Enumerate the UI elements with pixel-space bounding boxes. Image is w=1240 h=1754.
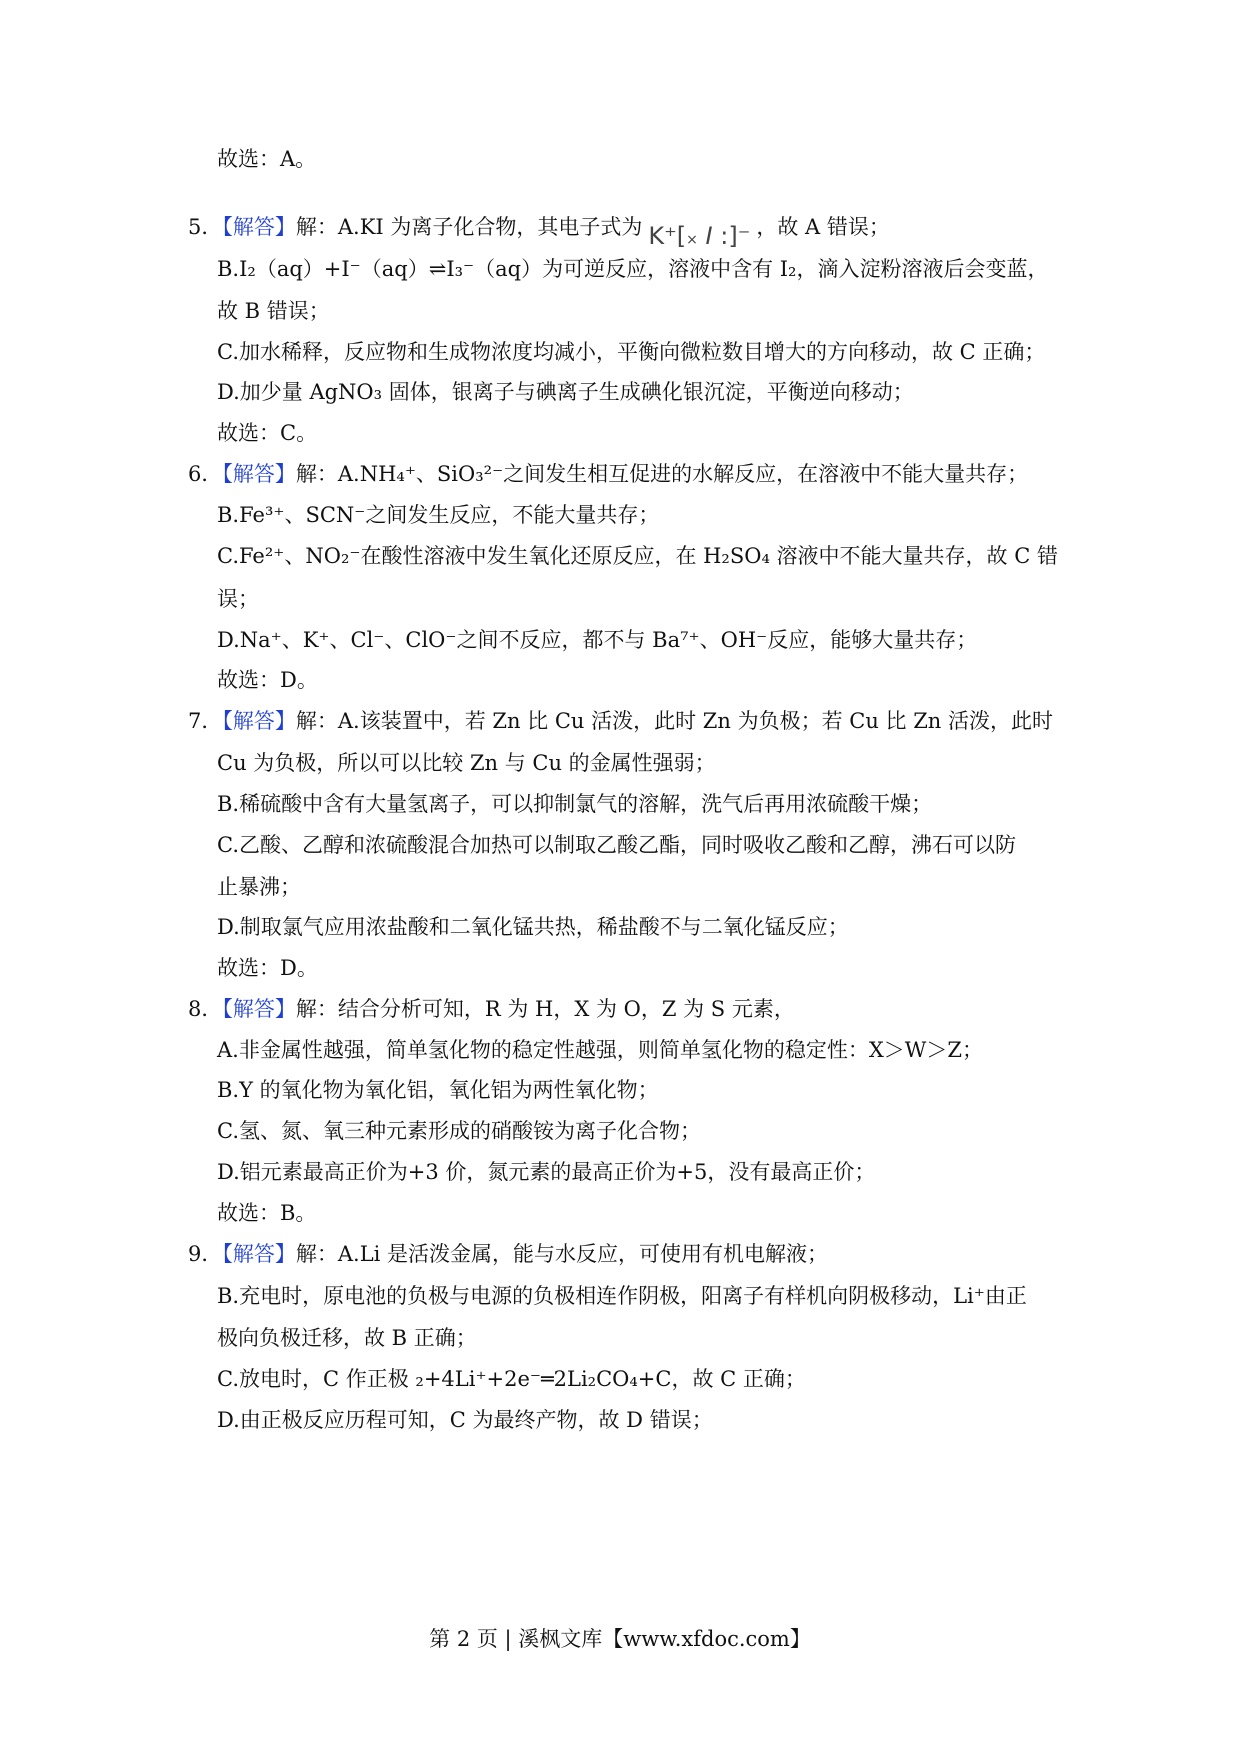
text-line: D.Na⁺、K⁺、Cl⁻、ClO⁻之间不反应，都不与 Ba⁷⁺、OH⁻反应，能够大量共存； xyxy=(217,628,978,652)
question-number: 9． xyxy=(188,1242,223,1266)
text-line: D.由正极反应历程可知，C 为最终产物，故 D 错误； xyxy=(217,1408,713,1432)
answer-7-line: 7．【解答】解：A.该装置中，若 Zn 比 Cu 活泼，此时 Zn 为负极；若 Cu 比 Zn 活泼，此时 xyxy=(188,709,1054,733)
text-line: B.Fe³⁺、SCN⁻之间发生反应，不能大量共存； xyxy=(217,503,660,527)
text-line: 故选：D。 xyxy=(217,956,318,980)
text-line: 故选：A。 xyxy=(217,147,317,171)
answer-8-line: 8．【解答】解：结合分析可知，R 为 H，X 为 O，Z 为 S 元素， xyxy=(188,997,795,1021)
text-line: A.非金属性越强，简单氢化物的稳定性越强，则简单氢化物的稳定性：X＞W＞Z； xyxy=(217,1038,983,1062)
text-line: 止暴沸； xyxy=(217,875,301,899)
answer-tag: 【解答】 xyxy=(222,215,296,239)
text-line: 极向负极迁移，故 B 正确； xyxy=(217,1326,477,1350)
page-footer: 第 2 页 | 溪枫文库【www.xfdoc.com】 xyxy=(429,1627,811,1651)
text-line: D.铝元素最高正价为+3 价，氮元素的最高正价为+5，没有最高正价； xyxy=(217,1160,876,1184)
text-line: B.稀硫酸中含有大量氢离子，可以抑制氯气的溶解，洗气后再用浓硫酸干燥； xyxy=(217,792,933,816)
answer-tag: 【解答】 xyxy=(222,462,296,486)
question-number: 6． xyxy=(188,462,223,486)
answer-9-line: 9．【解答】解：A.Li 是活泼金属，能与水反应，可使用有机电解液； xyxy=(188,1242,829,1266)
answer-tag: 【解答】 xyxy=(222,1242,296,1266)
text-line: B.充电时，原电池的负极与电源的负极相连作阴极，阳离子有样机向阴极移动，Li⁺由正 xyxy=(217,1284,1027,1308)
text-line: 故选：B。 xyxy=(217,1201,317,1225)
answer-6-line: 6．【解答】解：A.NH₄⁺、SiO₃²⁻之间发生相互促进的水解反应，在溶液中不能大量共存； xyxy=(188,462,1029,486)
text-line: B.I₂（aq）+I⁻（aq）⇌I₃⁻（aq）为可逆反应，溶液中含有 I₂，滴入淀粉溶液后会变蓝， xyxy=(217,257,1049,281)
text-line: 误； xyxy=(217,587,259,611)
text-line: 故选：C。 xyxy=(217,421,318,445)
text-line: 故选：D。 xyxy=(217,668,318,692)
text-line: C.乙酸、乙醇和浓硫酸混合加热可以制取乙酸乙酯，同时吸收乙酸和乙醇，沸石可以防 xyxy=(217,833,1016,857)
question-number: 8． xyxy=(188,997,223,1021)
text-line: C.Fe²⁺、NO₂⁻在酸性溶液中发生氧化还原反应，在 H₂SO₄ 溶液中不能大量共存，故 C 错 xyxy=(217,544,1058,568)
text-line: D.加少量 AgNO₃ 固体，银离子与碘离子生成碘化银沉淀，平衡逆向移动； xyxy=(217,380,914,404)
question-number: 7． xyxy=(188,709,223,733)
text-line: C.氢、氮、氧三种元素形成的硝酸铵为离子化合物； xyxy=(217,1119,701,1143)
answer-tag: 【解答】 xyxy=(222,997,296,1021)
text-line: D.制取氯气应用浓盐酸和二氧化锰共热，稀盐酸不与二氧化锰反应； xyxy=(217,915,849,939)
answer-tag: 【解答】 xyxy=(222,709,296,733)
text-line: C.放电时，C 作正极 ₂+4Li⁺+2e⁻═2Li₂CO₄+C，故 C 正确； xyxy=(217,1367,806,1391)
text-line: Cu 为负极，所以可以比较 Zn 与 Cu 的金属性强弱； xyxy=(217,751,716,775)
text-line: 故 B 错误； xyxy=(217,299,330,323)
answer-5-line: 5．【解答】解：A.KI 为离子化合物，其电子式为 K⁺[× I :]⁻ ，故 A 错误； xyxy=(188,212,890,255)
electron-formula-image: K⁺[× I :]⁻ xyxy=(648,222,751,250)
text-line: C.加水稀释，反应物和生成物浓度均减小，平衡向微粒数目增大的方向移动，故 C 正确； xyxy=(217,340,1046,364)
question-number: 5． xyxy=(188,215,223,239)
text-line: B.Y 的氧化物为氧化铝，氧化铝为两性氧化物； xyxy=(217,1078,659,1102)
